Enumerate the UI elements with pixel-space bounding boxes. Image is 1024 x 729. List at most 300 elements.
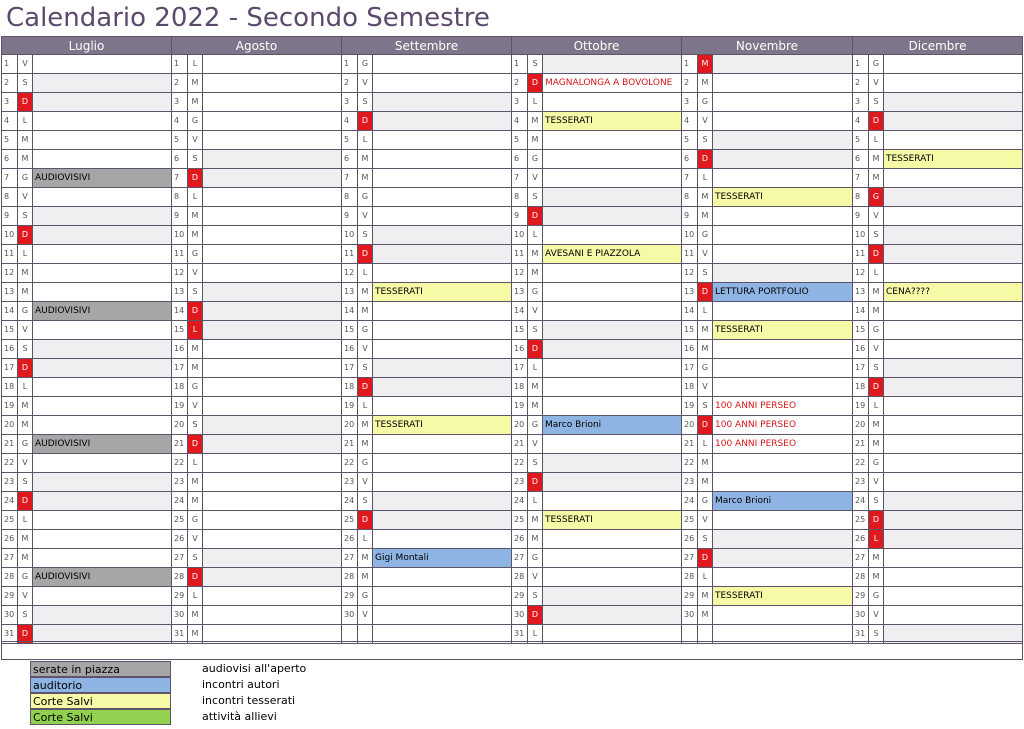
day-row[interactable] — [681, 321, 853, 340]
day-cell[interactable] — [713, 568, 853, 586]
day-row[interactable] — [511, 359, 682, 378]
day-row[interactable] — [1, 587, 172, 606]
day-row[interactable] — [852, 511, 1023, 530]
day-row[interactable] — [681, 416, 853, 435]
day-cell[interactable] — [543, 283, 682, 301]
day-cell[interactable] — [33, 74, 172, 92]
day-row[interactable] — [1, 188, 172, 207]
event-cell[interactable]: TESSERATI — [543, 112, 682, 130]
day-row[interactable] — [1, 112, 172, 131]
day-cell[interactable] — [373, 492, 512, 510]
day-row[interactable] — [1, 93, 172, 112]
event-cell[interactable]: TESSERATI — [713, 188, 853, 206]
day-row[interactable] — [681, 587, 853, 606]
day-cell[interactable] — [203, 131, 342, 149]
day-cell[interactable] — [373, 606, 512, 624]
day-cell[interactable] — [33, 55, 172, 73]
day-cell[interactable] — [203, 378, 342, 396]
day-cell[interactable] — [884, 359, 1023, 377]
day-row[interactable] — [511, 378, 682, 397]
day-row[interactable] — [852, 340, 1023, 359]
day-cell[interactable] — [713, 112, 853, 130]
day-cell[interactable] — [543, 169, 682, 187]
day-cell[interactable] — [203, 188, 342, 206]
day-cell[interactable] — [203, 359, 342, 377]
day-cell[interactable] — [203, 473, 342, 491]
day-row[interactable] — [681, 112, 853, 131]
event-cell[interactable]: MAGNALONGA A BOVOLONE — [543, 74, 682, 92]
day-row[interactable] — [341, 169, 512, 188]
day-row[interactable] — [341, 55, 512, 74]
day-row[interactable] — [852, 226, 1023, 245]
day-row[interactable] — [1, 454, 172, 473]
day-cell[interactable] — [203, 245, 342, 263]
day-cell[interactable] — [203, 549, 342, 567]
day-row[interactable] — [1, 245, 172, 264]
day-row[interactable] — [681, 207, 853, 226]
day-row[interactable] — [681, 530, 853, 549]
day-cell[interactable] — [33, 587, 172, 605]
day-cell[interactable] — [543, 568, 682, 586]
day-cell[interactable] — [884, 492, 1023, 510]
day-cell[interactable] — [33, 150, 172, 168]
event-cell[interactable]: LETTURA PORTFOLIO — [713, 283, 853, 301]
day-cell[interactable] — [33, 359, 172, 377]
day-row[interactable] — [511, 435, 682, 454]
day-row[interactable] — [171, 131, 342, 150]
event-cell[interactable]: CENA???? — [884, 283, 1023, 301]
day-row[interactable] — [171, 606, 342, 625]
day-cell[interactable] — [884, 435, 1023, 453]
day-row[interactable] — [681, 74, 853, 93]
day-row[interactable] — [171, 340, 342, 359]
day-cell[interactable] — [713, 245, 853, 263]
day-row[interactable] — [852, 397, 1023, 416]
day-cell[interactable] — [33, 397, 172, 415]
day-row[interactable] — [852, 321, 1023, 340]
day-row[interactable] — [852, 530, 1023, 549]
day-row[interactable] — [171, 264, 342, 283]
day-row[interactable] — [171, 549, 342, 568]
day-row[interactable] — [341, 473, 512, 492]
day-row[interactable] — [511, 340, 682, 359]
day-row[interactable] — [681, 93, 853, 112]
day-cell[interactable] — [33, 473, 172, 491]
day-cell[interactable] — [713, 302, 853, 320]
day-cell[interactable] — [713, 55, 853, 73]
day-row[interactable] — [171, 283, 342, 302]
day-row[interactable] — [681, 150, 853, 169]
day-row[interactable] — [341, 245, 512, 264]
day-row[interactable] — [341, 131, 512, 150]
day-cell[interactable] — [203, 492, 342, 510]
day-row[interactable] — [341, 226, 512, 245]
day-row[interactable] — [852, 74, 1023, 93]
day-row[interactable] — [1, 55, 172, 74]
day-cell[interactable] — [203, 93, 342, 111]
day-row[interactable] — [681, 606, 853, 625]
day-row[interactable] — [171, 416, 342, 435]
day-row[interactable] — [171, 587, 342, 606]
day-row[interactable] — [341, 397, 512, 416]
day-cell[interactable] — [884, 397, 1023, 415]
day-row[interactable] — [171, 74, 342, 93]
day-cell[interactable] — [373, 264, 512, 282]
day-cell[interactable] — [33, 112, 172, 130]
day-row[interactable] — [681, 549, 853, 568]
day-row[interactable] — [511, 131, 682, 150]
day-cell[interactable] — [203, 226, 342, 244]
day-row[interactable] — [341, 93, 512, 112]
day-cell[interactable] — [33, 511, 172, 529]
day-row[interactable] — [681, 226, 853, 245]
day-row[interactable] — [681, 302, 853, 321]
day-cell[interactable] — [203, 397, 342, 415]
day-cell[interactable] — [373, 74, 512, 92]
day-cell[interactable] — [373, 340, 512, 358]
day-row[interactable] — [511, 530, 682, 549]
day-cell[interactable] — [373, 397, 512, 415]
day-cell[interactable] — [543, 378, 682, 396]
day-cell[interactable] — [884, 131, 1023, 149]
day-row[interactable] — [681, 188, 853, 207]
day-row[interactable] — [511, 511, 682, 530]
day-row[interactable] — [341, 606, 512, 625]
day-row[interactable] — [1, 359, 172, 378]
day-row[interactable] — [511, 492, 682, 511]
day-cell[interactable] — [884, 587, 1023, 605]
day-cell[interactable] — [33, 245, 172, 263]
day-cell[interactable] — [203, 530, 342, 548]
day-row[interactable] — [511, 606, 682, 625]
day-cell[interactable] — [884, 321, 1023, 339]
day-cell[interactable] — [373, 93, 512, 111]
day-cell[interactable] — [713, 530, 853, 548]
day-row[interactable] — [1, 473, 172, 492]
day-cell[interactable] — [203, 283, 342, 301]
day-row[interactable] — [171, 473, 342, 492]
day-cell[interactable] — [884, 454, 1023, 472]
day-cell[interactable] — [373, 530, 512, 548]
day-row[interactable] — [341, 302, 512, 321]
day-row[interactable] — [341, 188, 512, 207]
day-row[interactable] — [852, 606, 1023, 625]
day-row[interactable] — [171, 321, 342, 340]
day-cell[interactable] — [373, 169, 512, 187]
day-row[interactable] — [681, 264, 853, 283]
day-cell[interactable] — [373, 226, 512, 244]
day-row[interactable] — [1, 568, 172, 587]
day-row[interactable] — [171, 359, 342, 378]
day-row[interactable] — [171, 302, 342, 321]
day-row[interactable] — [171, 568, 342, 587]
day-cell[interactable] — [543, 55, 682, 73]
day-row[interactable] — [171, 55, 342, 74]
day-row[interactable] — [341, 435, 512, 454]
event-cell[interactable]: Gigi Montali — [373, 549, 512, 567]
day-row[interactable] — [511, 473, 682, 492]
event-cell[interactable]: AUDIOVISIVI — [33, 169, 172, 187]
day-row[interactable] — [171, 397, 342, 416]
day-cell[interactable] — [543, 606, 682, 624]
day-row[interactable] — [341, 568, 512, 587]
day-row[interactable] — [681, 397, 853, 416]
day-cell[interactable] — [884, 93, 1023, 111]
day-row[interactable] — [852, 169, 1023, 188]
day-row[interactable] — [681, 568, 853, 587]
day-row[interactable] — [852, 435, 1023, 454]
day-cell[interactable] — [884, 606, 1023, 624]
day-cell[interactable] — [33, 131, 172, 149]
day-cell[interactable] — [713, 93, 853, 111]
day-row[interactable] — [341, 587, 512, 606]
day-row[interactable] — [1, 321, 172, 340]
day-row[interactable] — [511, 112, 682, 131]
day-row[interactable] — [681, 169, 853, 188]
day-cell[interactable] — [373, 302, 512, 320]
day-row[interactable] — [171, 226, 342, 245]
day-cell[interactable] — [713, 454, 853, 472]
day-row[interactable] — [511, 302, 682, 321]
day-row[interactable] — [341, 416, 512, 435]
day-cell[interactable] — [203, 340, 342, 358]
day-row[interactable] — [341, 74, 512, 93]
day-cell[interactable] — [33, 530, 172, 548]
event-cell[interactable]: 100 ANNI PERSEO — [713, 397, 853, 415]
day-cell[interactable] — [543, 226, 682, 244]
day-cell[interactable] — [884, 169, 1023, 187]
day-cell[interactable] — [203, 74, 342, 92]
day-row[interactable] — [171, 245, 342, 264]
day-row[interactable] — [1, 169, 172, 188]
day-cell[interactable] — [203, 587, 342, 605]
day-cell[interactable] — [33, 492, 172, 510]
day-row[interactable] — [681, 492, 853, 511]
day-row[interactable] — [341, 207, 512, 226]
day-cell[interactable] — [33, 207, 172, 225]
day-row[interactable] — [852, 283, 1023, 302]
day-row[interactable] — [1, 264, 172, 283]
day-cell[interactable] — [33, 454, 172, 472]
day-cell[interactable] — [33, 264, 172, 282]
day-row[interactable] — [1, 131, 172, 150]
day-cell[interactable] — [33, 340, 172, 358]
day-row[interactable] — [171, 492, 342, 511]
day-row[interactable] — [1, 397, 172, 416]
day-cell[interactable] — [203, 169, 342, 187]
day-row[interactable] — [171, 530, 342, 549]
day-cell[interactable] — [713, 473, 853, 491]
day-row[interactable] — [852, 492, 1023, 511]
day-cell[interactable] — [884, 264, 1023, 282]
day-row[interactable] — [1, 530, 172, 549]
day-row[interactable] — [341, 378, 512, 397]
day-cell[interactable] — [713, 606, 853, 624]
event-cell[interactable]: TESSERATI — [543, 511, 682, 529]
day-row[interactable] — [852, 378, 1023, 397]
day-cell[interactable] — [543, 454, 682, 472]
day-cell[interactable] — [543, 302, 682, 320]
day-row[interactable] — [1, 549, 172, 568]
day-cell[interactable] — [713, 378, 853, 396]
day-row[interactable] — [511, 207, 682, 226]
day-row[interactable] — [1, 511, 172, 530]
day-cell[interactable] — [373, 378, 512, 396]
day-row[interactable] — [171, 435, 342, 454]
event-cell[interactable]: Marco Brioni — [713, 492, 853, 510]
day-cell[interactable] — [543, 93, 682, 111]
day-row[interactable] — [681, 245, 853, 264]
day-cell[interactable] — [373, 587, 512, 605]
day-cell[interactable] — [884, 340, 1023, 358]
day-row[interactable] — [511, 321, 682, 340]
day-cell[interactable] — [884, 530, 1023, 548]
day-row[interactable] — [511, 549, 682, 568]
day-cell[interactable] — [33, 549, 172, 567]
day-row[interactable] — [341, 359, 512, 378]
day-cell[interactable] — [713, 131, 853, 149]
day-cell[interactable] — [373, 359, 512, 377]
day-row[interactable] — [681, 359, 853, 378]
day-cell[interactable] — [373, 321, 512, 339]
day-row[interactable] — [852, 302, 1023, 321]
day-cell[interactable] — [373, 245, 512, 263]
day-row[interactable] — [511, 416, 682, 435]
day-cell[interactable] — [884, 416, 1023, 434]
day-cell[interactable] — [33, 321, 172, 339]
day-cell[interactable] — [373, 131, 512, 149]
day-cell[interactable] — [884, 112, 1023, 130]
day-row[interactable] — [341, 264, 512, 283]
day-cell[interactable] — [203, 416, 342, 434]
event-cell[interactable]: AUDIOVISIVI — [33, 568, 172, 586]
day-row[interactable] — [171, 454, 342, 473]
day-row[interactable] — [852, 454, 1023, 473]
day-row[interactable] — [852, 473, 1023, 492]
day-cell[interactable] — [713, 150, 853, 168]
day-cell[interactable] — [884, 511, 1023, 529]
day-cell[interactable] — [543, 188, 682, 206]
day-row[interactable] — [341, 549, 512, 568]
day-cell[interactable] — [373, 112, 512, 130]
event-cell[interactable]: Marco Brioni — [543, 416, 682, 434]
day-row[interactable] — [1, 283, 172, 302]
day-cell[interactable] — [373, 55, 512, 73]
day-cell[interactable] — [33, 93, 172, 111]
event-cell[interactable]: 100 ANNI PERSEO — [713, 435, 853, 453]
day-cell[interactable] — [373, 207, 512, 225]
event-cell[interactable]: AVESANI E PIAZZOLA — [543, 245, 682, 263]
day-cell[interactable] — [203, 511, 342, 529]
day-row[interactable] — [852, 549, 1023, 568]
day-cell[interactable] — [543, 131, 682, 149]
day-row[interactable] — [1, 302, 172, 321]
day-row[interactable] — [511, 264, 682, 283]
day-row[interactable] — [852, 112, 1023, 131]
day-cell[interactable] — [884, 302, 1023, 320]
day-cell[interactable] — [203, 302, 342, 320]
event-cell[interactable]: 100 ANNI PERSEO — [713, 416, 853, 434]
day-row[interactable] — [171, 511, 342, 530]
day-cell[interactable] — [33, 378, 172, 396]
day-row[interactable] — [681, 55, 853, 74]
day-cell[interactable] — [373, 188, 512, 206]
day-row[interactable] — [171, 112, 342, 131]
day-cell[interactable] — [203, 112, 342, 130]
day-cell[interactable] — [713, 169, 853, 187]
day-row[interactable] — [852, 359, 1023, 378]
day-cell[interactable] — [203, 568, 342, 586]
day-cell[interactable] — [884, 245, 1023, 263]
day-row[interactable] — [511, 169, 682, 188]
day-row[interactable] — [1, 207, 172, 226]
day-row[interactable] — [852, 264, 1023, 283]
day-cell[interactable] — [713, 207, 853, 225]
day-row[interactable] — [1, 74, 172, 93]
day-row[interactable] — [341, 112, 512, 131]
day-row[interactable] — [341, 321, 512, 340]
day-row[interactable] — [681, 473, 853, 492]
day-row[interactable] — [511, 454, 682, 473]
day-row[interactable] — [852, 188, 1023, 207]
day-row[interactable] — [341, 283, 512, 302]
day-row[interactable] — [681, 131, 853, 150]
day-cell[interactable] — [713, 359, 853, 377]
day-row[interactable] — [1, 416, 172, 435]
event-cell[interactable]: TESSERATI — [713, 587, 853, 605]
day-cell[interactable] — [543, 587, 682, 605]
day-cell[interactable] — [713, 226, 853, 244]
day-row[interactable] — [511, 397, 682, 416]
day-row[interactable] — [1, 150, 172, 169]
day-row[interactable] — [852, 150, 1023, 169]
day-row[interactable] — [852, 568, 1023, 587]
event-cell[interactable]: AUDIOVISIVI — [33, 435, 172, 453]
day-row[interactable] — [852, 55, 1023, 74]
day-cell[interactable] — [203, 150, 342, 168]
day-cell[interactable] — [543, 549, 682, 567]
day-cell[interactable] — [33, 188, 172, 206]
day-cell[interactable] — [203, 321, 342, 339]
day-cell[interactable] — [713, 511, 853, 529]
day-cell[interactable] — [884, 188, 1023, 206]
day-cell[interactable] — [543, 492, 682, 510]
day-row[interactable] — [341, 454, 512, 473]
day-row[interactable] — [511, 93, 682, 112]
day-row[interactable] — [681, 378, 853, 397]
day-row[interactable] — [511, 568, 682, 587]
event-cell[interactable]: TESSERATI — [373, 416, 512, 434]
day-cell[interactable] — [884, 378, 1023, 396]
day-row[interactable] — [852, 207, 1023, 226]
day-cell[interactable] — [713, 264, 853, 282]
day-row[interactable] — [1, 606, 172, 625]
day-cell[interactable] — [543, 207, 682, 225]
day-cell[interactable] — [203, 55, 342, 73]
day-cell[interactable] — [713, 340, 853, 358]
day-cell[interactable] — [203, 606, 342, 624]
day-cell[interactable] — [543, 397, 682, 415]
day-row[interactable] — [852, 587, 1023, 606]
event-cell[interactable]: TESSERATI — [373, 283, 512, 301]
day-cell[interactable] — [203, 435, 342, 453]
day-row[interactable] — [1, 378, 172, 397]
day-row[interactable] — [511, 587, 682, 606]
day-row[interactable] — [1, 340, 172, 359]
day-cell[interactable] — [203, 454, 342, 472]
event-cell[interactable]: TESSERATI — [713, 321, 853, 339]
day-cell[interactable] — [543, 340, 682, 358]
